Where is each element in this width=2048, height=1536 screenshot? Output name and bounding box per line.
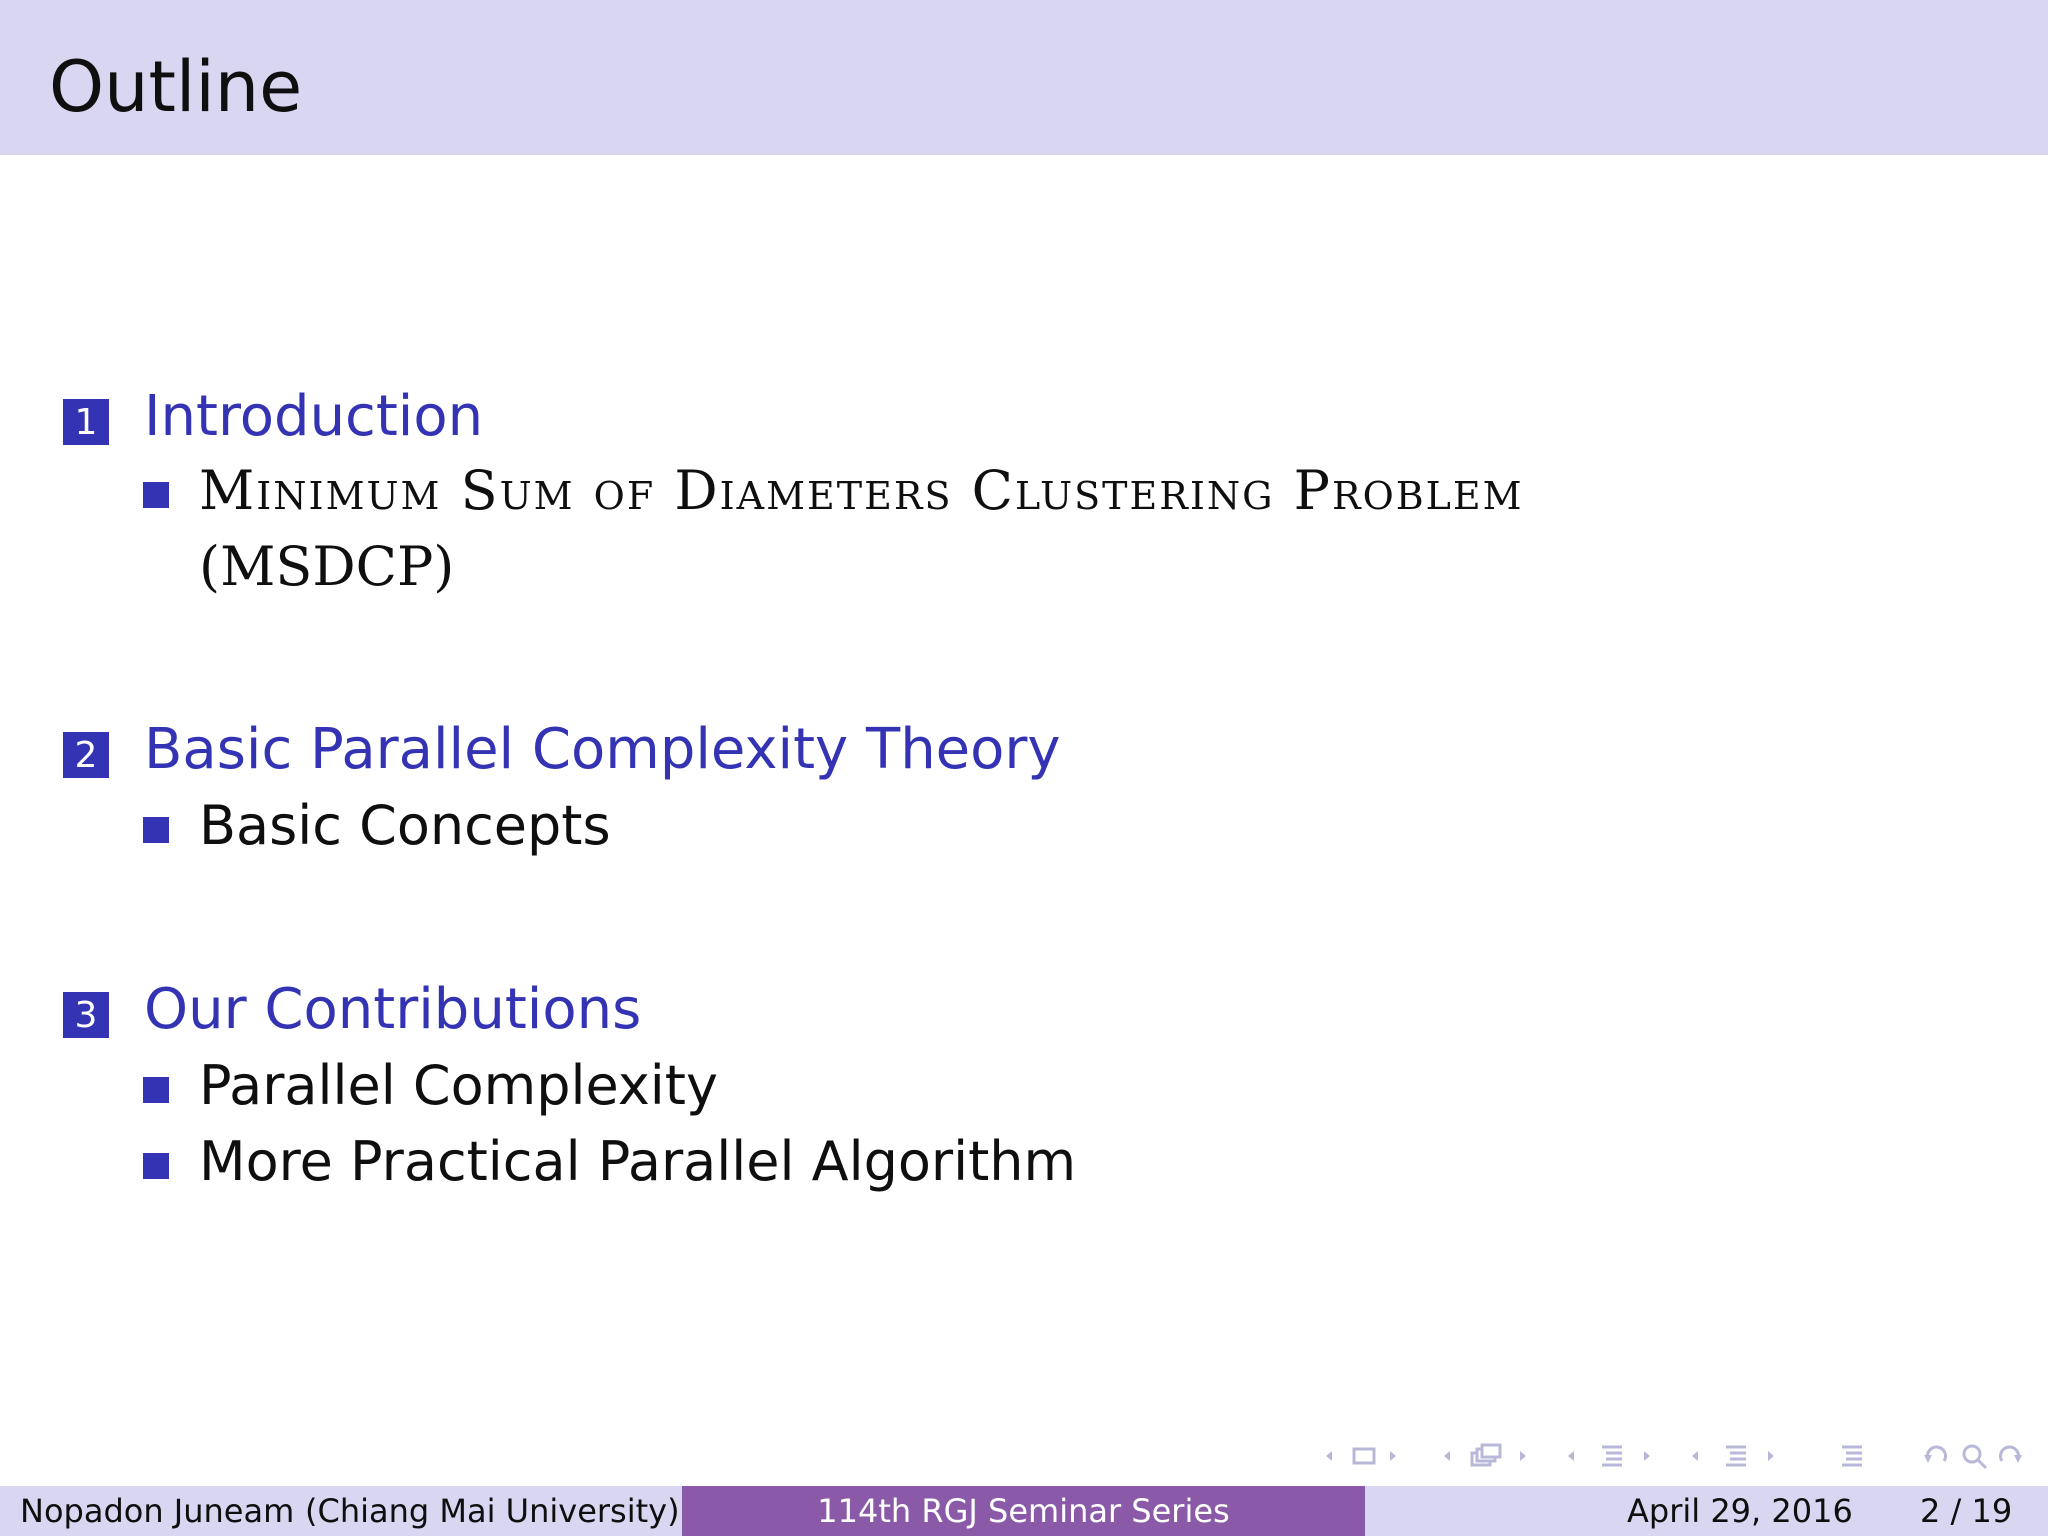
section-number-badge: 1 (63, 399, 109, 445)
subsection-title[interactable]: Minimum Sum of Diameters Clustering Problem (199, 459, 1524, 522)
footer-institute: (Chiang Mai University) (305, 1492, 680, 1530)
frame-nav-icon[interactable] (1436, 1441, 1536, 1471)
section-number-badge: 2 (63, 732, 109, 778)
frame-title-bar (0, 0, 2048, 155)
bullet-icon (143, 1077, 169, 1103)
section-title-introduction[interactable]: Introduction (144, 384, 484, 449)
footer-author: Nopadon Juneam (20, 1492, 295, 1530)
page-title: Outline (49, 46, 303, 128)
subsection-title-continued[interactable]: (MSDCP) (199, 535, 455, 598)
search-icon[interactable] (1922, 1441, 2032, 1471)
bullet-icon (143, 817, 169, 843)
footer-author-block (0, 1486, 682, 1536)
nav-frame-control[interactable] (1436, 1441, 1536, 1471)
nav-search-control[interactable] (1922, 1441, 2032, 1471)
nav-subsection-control[interactable] (1560, 1441, 1660, 1471)
footer-date: April 29, 2016 (1627, 1492, 1853, 1530)
section-number-badge: 3 (63, 992, 109, 1038)
nav-section-control[interactable] (1684, 1441, 1784, 1471)
subsection-title[interactable]: Parallel Complexity (199, 1054, 718, 1117)
bullet-icon (143, 1153, 169, 1179)
subsection-nav-icon[interactable] (1560, 1441, 1660, 1471)
subsection-title[interactable]: More Practical Parallel Algorithm (199, 1130, 1077, 1193)
footer (0, 1486, 2048, 1536)
slide-nav-icon[interactable] (1316, 1441, 1406, 1471)
footer-page-number: 2 / 19 (1920, 1492, 2013, 1530)
section-nav-icon[interactable] (1684, 1441, 1784, 1471)
document-nav-icon[interactable] (1838, 1441, 1868, 1471)
footer-date-block (1365, 1486, 2048, 1536)
section-title-basic-parallel-complexity-theory[interactable]: Basic Parallel Complexity Theory (144, 717, 1061, 782)
section-title-our-contributions[interactable]: Our Contributions (144, 977, 642, 1042)
nav-document-control[interactable] (1838, 1441, 1868, 1471)
nav-slide-control[interactable] (1316, 1441, 1406, 1471)
footer-event-block (682, 1486, 1365, 1536)
subsection-title[interactable]: Basic Concepts (199, 794, 611, 857)
footer-event: 114th RGJ Seminar Series (817, 1492, 1230, 1530)
bullet-icon (143, 482, 169, 508)
